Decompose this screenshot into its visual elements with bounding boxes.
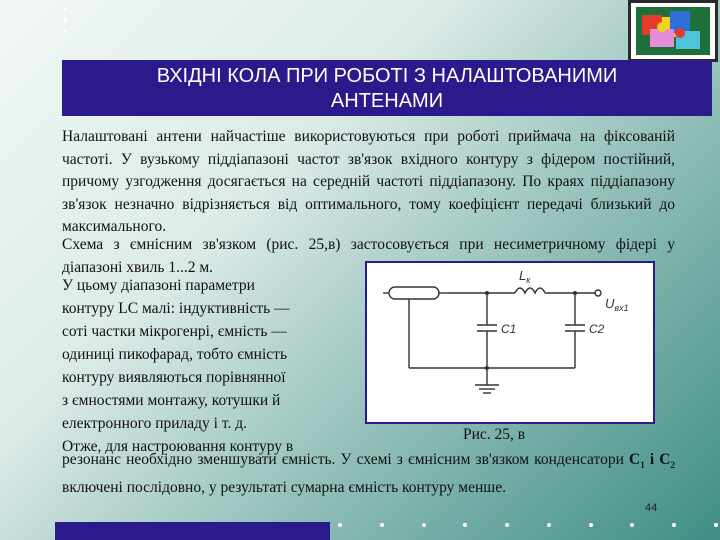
left-line-8: Отже, для настроювання контуру в bbox=[62, 438, 294, 455]
paragraph-intro: Налаштовані антени найчастіше використовуються при роботі приймача на фіксованій частоті. У вузькому піддіапазоні частот зв'язок вхідного контуру з фідером постійний, причому узгодження досягається на середній частоті піддіапазону. По краях піддіапазону зв'язок незначно відрізняється від оптимального, тому коефіцієнт передачі близький до максимального. bbox=[62, 128, 675, 235]
circuit-figure bbox=[365, 261, 655, 424]
figure-caption: Рис. 25, в bbox=[463, 426, 526, 443]
paragraph-scheme-text: Схема з ємнісним зв'язком (рис. 25,в) застосовується при несиметричному фідері у діапазоні хвиль 1...2 м. bbox=[62, 236, 675, 276]
left-line-4: одиниці пикофарад, тобто ємність bbox=[62, 346, 288, 363]
junction-dot bbox=[485, 291, 489, 295]
paragraph-conclusion: резонанс необхідно зменшувати ємність. У схемі з ємнісним зв'язком конденсатори $С_1$ і $С_2$ включені послідовно, у результаті сумарна ємність контуру менше. bbox=[62, 451, 675, 496]
title-line-1: ВХІДНІ КОЛА ПРИ РОБОТІ З НАЛАШТОВАНИМИ bbox=[156, 65, 618, 87]
left-line-1: У цьому діапазоні параметри bbox=[62, 277, 255, 294]
left-line-3: соті частки мікрогенрі, ємність — bbox=[62, 323, 287, 340]
page-title bbox=[62, 64, 712, 114]
junction-dot bbox=[573, 291, 577, 295]
junction-dot bbox=[485, 366, 489, 370]
inductor-label: $L_к$ bbox=[519, 268, 531, 285]
page-number: 44 bbox=[645, 502, 658, 514]
left-line-5: контуру виявляються порівнянної bbox=[62, 369, 286, 386]
title-line-2: АНТЕНАМИ bbox=[330, 90, 444, 112]
left-line-6: з ємностями монтажу, котушки й bbox=[62, 392, 281, 409]
puzzle-logo-icon bbox=[628, 0, 718, 62]
left-line-7: електронного приладу і т. д. bbox=[62, 415, 247, 432]
title-bar bbox=[62, 60, 712, 116]
bottom-bar bbox=[55, 522, 330, 540]
decorative-dots-bottom bbox=[338, 523, 718, 527]
c1-label: C1 bbox=[501, 322, 517, 336]
output-label: $U_{вх1}$ bbox=[605, 296, 629, 313]
decorative-dots-left bbox=[63, 0, 67, 40]
c2-label: C2 bbox=[589, 322, 605, 336]
left-line-2: контуру LC малі: індуктивність — bbox=[62, 300, 290, 317]
circuit-diagram bbox=[367, 263, 653, 422]
